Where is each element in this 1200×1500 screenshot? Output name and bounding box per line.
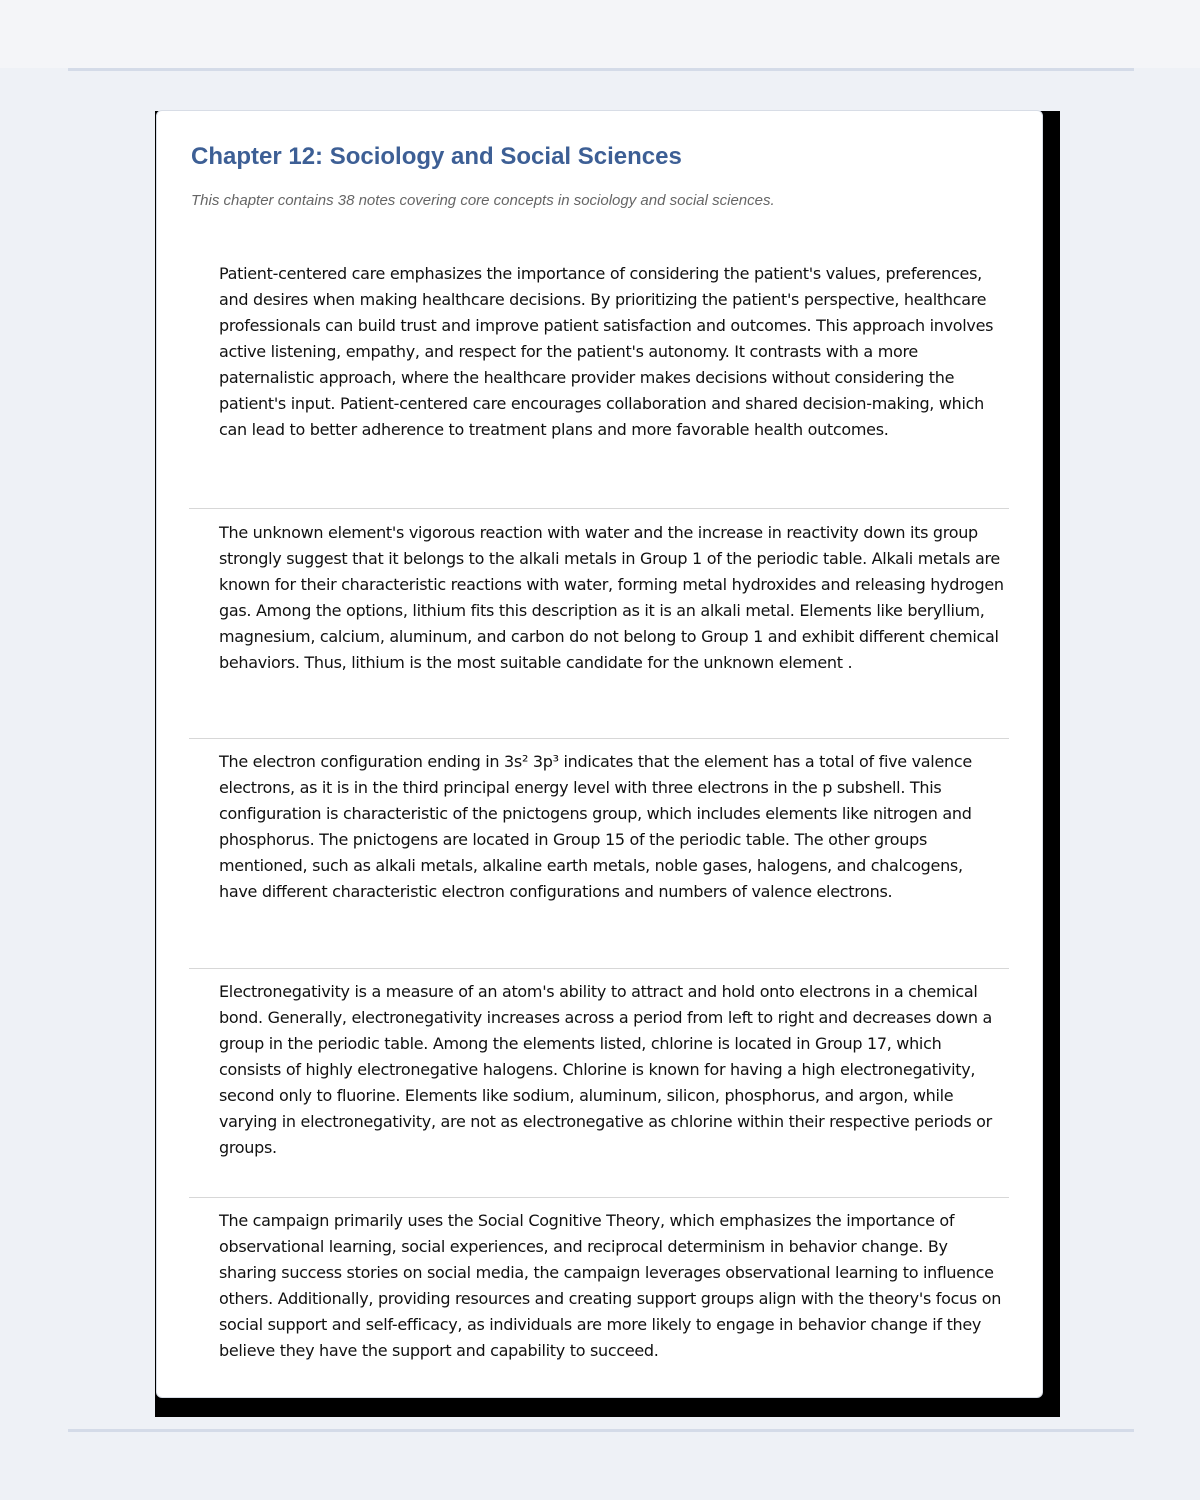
chapter-title: Chapter 12: Sociology and Social Sciences — [191, 143, 682, 170]
top-band — [0, 0, 1200, 68]
note-text: The campaign primarily uses the Social Cognitive Theory, which emphasizes the importance of observational learning, social experiences, and reciprocal determinism in behavior change. By sharing success stories on social media, the campaign leverages observational learning to influence others. Additionally, providing resources and creating support groups align with the theory's focus on social support and self-efficacy, as individuals are more likely to engage in behavior change if they believe they have the support and capability to succeed. — [219, 1211, 1002, 1360]
note-item — [189, 508, 1009, 676]
note-text: Patient-centered care emphasizes the importance of considering the patient's values, preferences, and desires when making healthcare decisions. By prioritizing the patient's perspective, healthcare professionals can build trust and improve patient satisfaction and outcomes. This approach involves active listening, empathy, and respect for the patient's autonomy. It contrasts with a more paternalistic approach, where the healthcare provider makes decisions without considering the patient's input. Patient-centered care encourages collaboration and shared decision-making, which can lead to better adherence to treatment plans and more favorable health outcomes. — [219, 264, 994, 439]
note-text: Electronegativity is a measure of an atom's ability to attract and hold onto electrons in a chemical bond. Generally, electronegativity increases across a period from left to right and decreases down a group in the periodic table. Among the elements listed, chlorine is located in Group 17, which consists of highly electronegative halogens. Chlorine is known for having a high electronegativity, second only to fluorine. Elements like sodium, aluminum, silicon, phosphorus, and argon, while varying in electronegativity, are not as electronegative as chlorine within their respective periods or groups. — [219, 982, 993, 1157]
note-text: The unknown element's vigorous reaction with water and the increase in reactivity down its group strongly suggest that it belongs to the alkali metals in Group 1 of the periodic table. Alkali metals are known for their characteristic reactions with water, forming metal hydroxides and releasing hydrogen gas. Among the options, lithium fits this description as it is an alkali metal. Elements like beryllium, magnesium, calcium, aluminum, and carbon do not belong to Group 1 and exhibit different chemical behaviors. Thus, lithium is the most suitable candidate for the unknown element . — [219, 523, 1004, 672]
bottom-divider — [68, 1429, 1134, 1432]
note-item — [189, 261, 1009, 443]
note-item — [189, 1197, 1009, 1364]
top-divider — [68, 68, 1134, 71]
note-item — [189, 738, 1009, 905]
chapter-description: This chapter contains 38 notes covering core concepts in sociology and social sciences. — [191, 192, 775, 209]
document-page — [156, 110, 1043, 1398]
note-item — [189, 968, 1009, 1161]
note-text: The electron configuration ending in 3s² 3p³ indicates that the element has a total of five valence electrons, as it is in the third principal energy level with three electrons in the p subshell. This configuration is characteristic of the pnictogens group, which includes elements like nitrogen and phosphorus. The pnictogens are located in Group 15 of the periodic table. The other groups mentioned, such as alkali metals, alkaline earth metals, noble gases, halogens, and chalcogens, have different characteristic electron configurations and numbers of valence electrons. — [219, 752, 972, 901]
